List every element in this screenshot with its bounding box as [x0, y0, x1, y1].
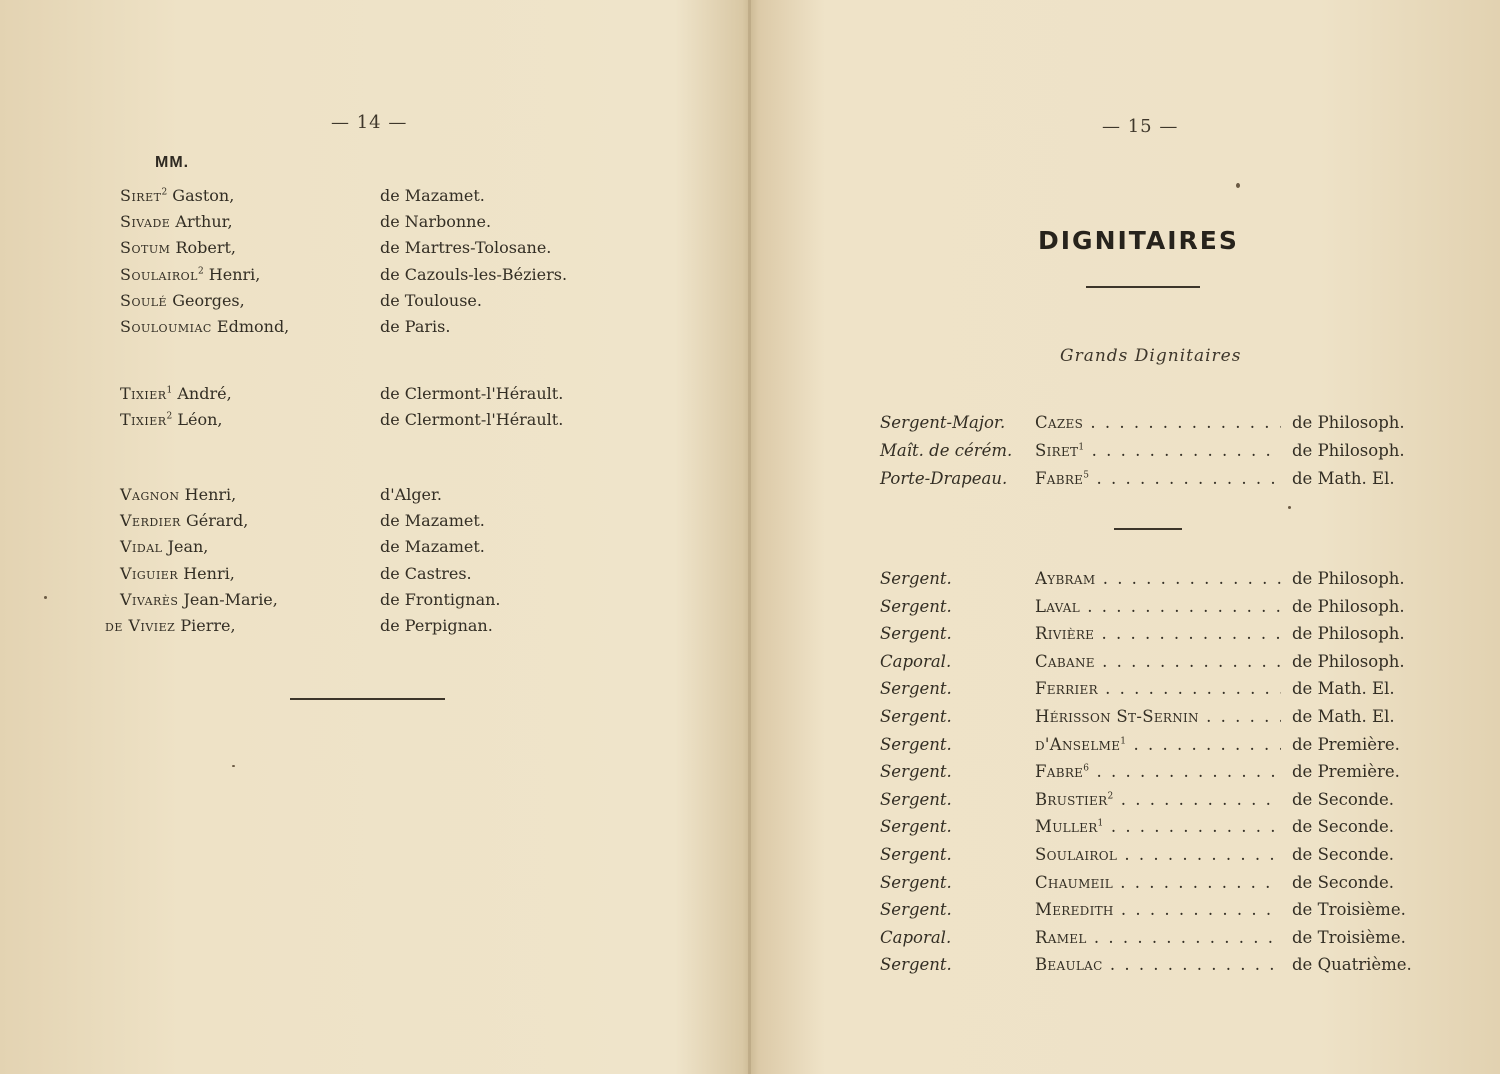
dignitary-name [1035, 621, 1281, 647]
dignitary-name [1035, 870, 1281, 896]
dignitary-name [1035, 466, 1281, 492]
dignitary-name [1035, 732, 1281, 758]
footnote-mark: 5 [1083, 470, 1090, 481]
end-rule [290, 698, 445, 700]
section-subtitle: Grands Dignitaires [1060, 346, 1242, 366]
surname: Soulé [120, 290, 168, 310]
surname: Souloumiac [120, 317, 212, 336]
paper-speck [232, 765, 235, 767]
surname: Sivade [120, 212, 171, 232]
surname: Viguier [120, 563, 179, 583]
hometown: de Paris. [380, 317, 451, 336]
school-class: de Philosoph. [1292, 569, 1405, 588]
paper-speck [44, 596, 47, 599]
given-name: André, [177, 384, 232, 403]
surname: Hérisson St-Sernin [1035, 707, 1199, 726]
hometown: de Clermont-l'Hérault. [380, 410, 564, 430]
surname: Soulairol [120, 264, 198, 284]
surname: Soulairol [1035, 845, 1118, 864]
dignitary-name [1035, 566, 1281, 592]
hometown: d'Alger. [380, 485, 442, 504]
dignitary-row [880, 649, 1412, 675]
dignitary-row [880, 676, 1412, 702]
surname: Cabane [1035, 651, 1095, 671]
surname: Brustier [1035, 789, 1108, 809]
dignitary-name [1035, 759, 1281, 785]
surname: d'Anselme [1035, 734, 1121, 754]
hometown: de Toulouse. [380, 290, 482, 310]
student-name [120, 314, 289, 340]
surname: Viviez [128, 616, 176, 635]
dignitary-name [1035, 649, 1281, 675]
dignitary-name [1035, 787, 1281, 813]
student-row [120, 288, 580, 314]
school-class: de Quatrième. [1292, 955, 1412, 975]
dignitary-name [1035, 925, 1281, 951]
rank: Sergent. [880, 734, 952, 754]
given-name: Jean, [167, 537, 209, 557]
surname: Verdier [120, 511, 181, 531]
footnote-mark: 2 [161, 187, 168, 198]
surname: Laval [1035, 596, 1081, 616]
given-name: Henri, [184, 485, 237, 504]
rank: Sergent. [880, 679, 952, 699]
student-name [120, 381, 232, 407]
hometown: de Cazouls-les-Béziers. [380, 264, 568, 284]
school-class: de Philosoph. [1292, 624, 1405, 644]
footnote-mark: 2 [1107, 791, 1114, 802]
rank: Sergent. [880, 900, 952, 920]
student-row [120, 508, 580, 534]
dignitary-row [880, 759, 1412, 785]
student-row [120, 209, 580, 235]
surname: Aybram [1035, 569, 1096, 588]
footnote-mark: 1 [1120, 736, 1127, 747]
surname: Muller [1035, 817, 1098, 837]
student-name [120, 587, 278, 613]
rank: Caporal. [880, 651, 952, 671]
surname: Meredith [1035, 900, 1114, 920]
dignitary-name [1035, 594, 1281, 620]
school-class: de Math. El. [1292, 679, 1395, 699]
rank: Porte-Drapeau. [880, 469, 1008, 488]
surname: Siret [1035, 441, 1079, 460]
list-header: MM. [155, 154, 190, 171]
given-name: Georges, [172, 290, 245, 310]
rank: Sergent. [880, 845, 952, 864]
dignitary-name [1035, 842, 1281, 868]
footnote-mark: 1 [1078, 442, 1085, 453]
surname: Vagnon [120, 485, 180, 504]
rank: Sergent. [880, 569, 952, 588]
given-name: Jean-Marie, [183, 589, 278, 609]
dignitary-row [880, 704, 1412, 730]
hometown: de Perpignan. [380, 616, 493, 635]
surname: Ferrier [1035, 679, 1098, 699]
student-row [120, 262, 580, 288]
student-name [120, 235, 236, 261]
student-row [120, 534, 580, 560]
surname: Beaulac [1035, 955, 1103, 975]
given-name: Henri, [208, 264, 261, 284]
student-name [120, 209, 233, 235]
school-class: de Philosoph. [1292, 596, 1405, 616]
student-row [120, 314, 580, 340]
student-row [105, 613, 580, 639]
footnote-mark: 1 [1097, 818, 1104, 829]
student-name [120, 262, 260, 288]
student-row [120, 482, 580, 508]
student-row [120, 235, 580, 261]
rank: Caporal. [880, 927, 952, 947]
given-name: Henri, [183, 563, 235, 583]
given-name: Pierre, [180, 616, 236, 635]
footnote-mark: 6 [1083, 763, 1090, 774]
school-class: de Première. [1292, 762, 1400, 782]
footnote-mark: 2 [197, 266, 204, 277]
page-number-left: — 14 — [331, 112, 408, 133]
school-class: de Philosoph. [1292, 413, 1405, 432]
surname-particle: de [105, 616, 129, 635]
student-name [120, 508, 248, 534]
section-title: DIGNITAIRES [1038, 226, 1239, 255]
paper-speck [1236, 183, 1240, 188]
dignitary-row [880, 952, 1412, 978]
dignitary-row [880, 870, 1412, 896]
paper-speck [1288, 506, 1291, 509]
given-name: Gaston, [172, 186, 235, 205]
separator-rule [1114, 528, 1182, 530]
student-name [120, 407, 222, 433]
rank: Sergent. [880, 955, 952, 975]
surname: Fabre [1035, 762, 1084, 782]
hometown: de Clermont-l'Hérault. [380, 384, 564, 403]
rank: Sergent. [880, 789, 952, 809]
student-row [120, 381, 580, 407]
rank: Sergent-Major. [880, 413, 1006, 432]
school-class: de Seconde. [1292, 789, 1395, 809]
rank: Sergent. [880, 624, 952, 644]
hometown: de Mazamet. [380, 511, 485, 531]
dignitary-row [880, 410, 1412, 436]
student-name [120, 183, 234, 209]
student-name [120, 482, 236, 508]
school-class: de Math. El. [1292, 707, 1395, 726]
dignitary-row [880, 566, 1412, 592]
surname: Tixier [120, 410, 167, 430]
dignitary-row [880, 842, 1412, 868]
school-class: de Seconde. [1292, 872, 1395, 892]
student-row [120, 587, 580, 613]
surname: Rivière [1035, 624, 1095, 644]
school-class: de Philosoph. [1292, 651, 1405, 671]
dignitary-row [880, 925, 1412, 951]
dignitary-row [880, 438, 1412, 464]
hometown: de Mazamet. [380, 537, 485, 557]
footnote-mark: 2 [166, 411, 173, 422]
given-name: Léon, [177, 410, 223, 430]
hometown: de Mazamet. [380, 186, 485, 205]
right-page [752, 0, 1500, 1074]
surname: Cazes [1035, 413, 1084, 432]
rank: Sergent. [880, 707, 952, 726]
given-name: Robert, [175, 238, 237, 258]
dignitary-name [1035, 676, 1281, 702]
dignitary-row [880, 621, 1412, 647]
student-name [120, 288, 245, 314]
school-class: de Math. El. [1292, 469, 1395, 488]
dignitary-name [1035, 438, 1281, 464]
surname: Vidal [120, 537, 163, 557]
student-name [120, 534, 208, 560]
hometown: de Frontignan. [380, 589, 501, 609]
school-class: de Seconde. [1292, 817, 1395, 837]
rank: Sergent. [880, 872, 952, 892]
surname: Fabre [1035, 469, 1084, 488]
dignitary-name [1035, 704, 1281, 730]
student-row [120, 407, 580, 433]
surname: Sotum [120, 238, 171, 258]
surname: Ramel [1035, 927, 1087, 947]
hometown: de Narbonne. [380, 212, 492, 232]
surname: Siret [120, 186, 162, 205]
dignitary-name [1035, 952, 1281, 978]
dignitary-row [880, 897, 1412, 923]
dignitary-row [880, 732, 1412, 758]
surname: Vivarès [120, 589, 179, 609]
dignitary-name [1035, 897, 1281, 923]
footnote-mark: 1 [166, 385, 173, 396]
page-number-right: — 15 — [1102, 116, 1179, 137]
dignitary-row [880, 466, 1412, 492]
title-rule [1086, 286, 1200, 288]
given-name: Edmond, [216, 317, 290, 336]
rank: Maît. de cérém. [880, 441, 1013, 460]
given-name: Arthur, [175, 212, 233, 232]
surname: Chaumeil [1035, 872, 1114, 892]
student-name [105, 613, 236, 639]
student-row [120, 183, 580, 209]
school-class: de Première. [1292, 734, 1400, 754]
hometown: de Martres-Tolosane. [380, 238, 552, 258]
hometown: de Castres. [380, 563, 472, 583]
dignitary-row [880, 787, 1412, 813]
rank: Sergent. [880, 762, 952, 782]
rank: Sergent. [880, 596, 952, 616]
school-class: de Troisième. [1292, 900, 1406, 920]
student-row [120, 561, 580, 587]
given-name: Gérard, [185, 511, 249, 531]
school-class: de Troisième. [1292, 927, 1406, 947]
surname: Tixier [120, 384, 167, 403]
dignitary-row [880, 594, 1412, 620]
dignitary-name [1035, 814, 1281, 840]
school-class: de Seconde. [1292, 845, 1395, 864]
dignitary-row [880, 814, 1412, 840]
student-name [120, 561, 235, 587]
dignitary-name [1035, 410, 1281, 436]
school-class: de Philosoph. [1292, 441, 1405, 460]
rank: Sergent. [880, 817, 952, 837]
